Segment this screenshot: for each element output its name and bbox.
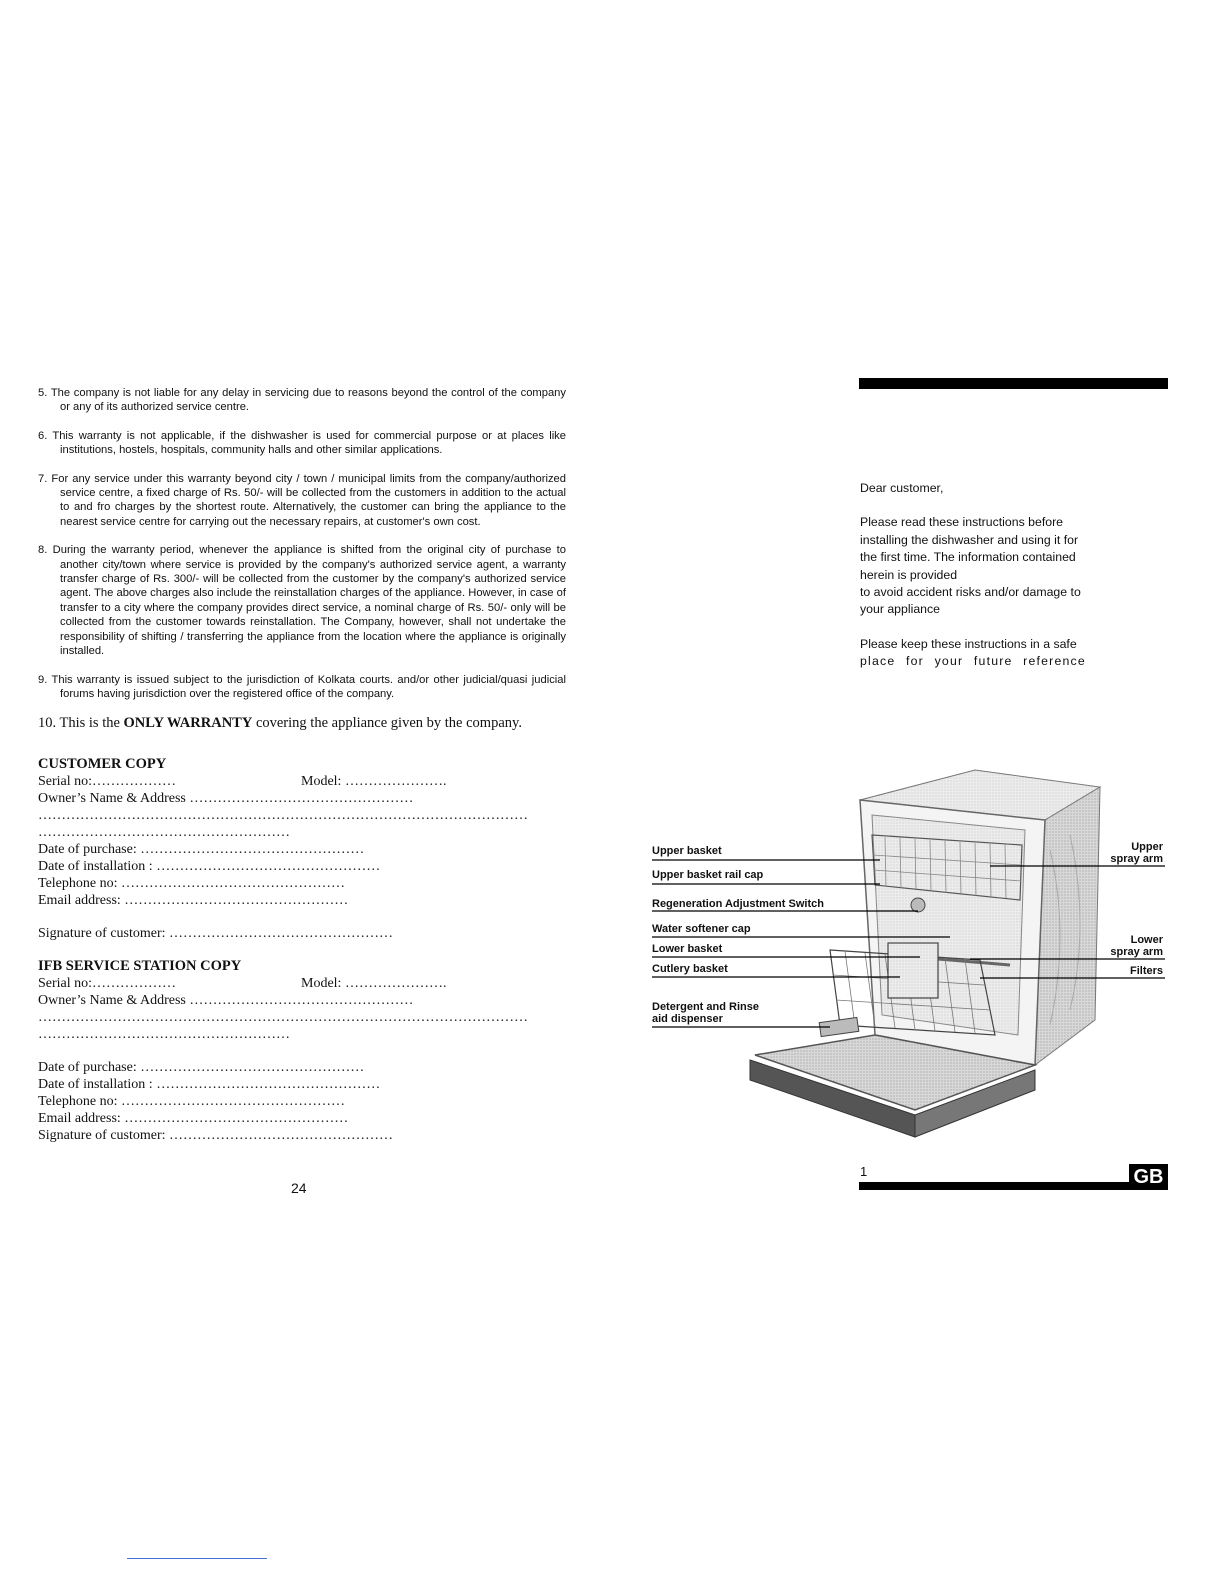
- left-page: [38, 386, 566, 1144]
- date-of-purchase-field: Date of purchase: …………………………………………: [38, 1060, 365, 1076]
- serial-field: Serial no:………………: [38, 976, 177, 992]
- label-upper-spray-arm: Upper spray arm: [1110, 841, 1163, 865]
- owner-field: Owner’s Name & Address …………………………………………: [38, 993, 414, 1009]
- warranty-clause-8: 8. During the warranty period, whenever the appliance is shifted from the original city of purchase to another city/town where service is provided by the company's authorized service agent, a warranty transfer charge of Rs. 300/- will be collected from the customer by the company's authorized service agent. The above charges also include the reinstallation charges of the appliance. However, in case of transfer to a city where the company provides direct service, a nominal charge of Rs. 50/- only will be collected from the customer towards reinstallation. The Company, however, shall not undertake the responsibility of shifting / transferring the appliance from the location where the appliance is originally installed.: [38, 544, 567, 658]
- header-bar: [859, 378, 1168, 389]
- footer-bar: [859, 1182, 1129, 1190]
- email-field: Email address: …………………………………………: [38, 1111, 349, 1127]
- intro-text: [860, 480, 1086, 688]
- warranty-clause-7: 7. For any service under this warranty beyond city / town / municipal limits from the company/authorized service centre, a fixed charge of Rs. 50/- will be collected from the customers in addition to the actual to and fro charges by the shortest route. Alternatively, the customer can bring the appliance to the nearest service centre for carrying out the necessary repairs, at customer's own cost.: [38, 472, 566, 528]
- greeting: Dear customer,: [860, 481, 944, 495]
- owner-field: Owner’s Name & Address …………………………………………: [38, 791, 414, 807]
- label-cutlery-basket: Cutlery basket: [652, 963, 728, 975]
- divider: [127, 1558, 267, 1559]
- dishwasher-illustration: [650, 765, 1170, 1145]
- address-line-2: ………………………………………………: [38, 825, 290, 841]
- signature-field: Signature of customer: …………………………………………: [38, 1128, 394, 1144]
- label-detergent-dispenser: Detergent and Rinse aid dispenser: [652, 1001, 759, 1025]
- warranty-clause-6: 6. This warranty is not applicable, if the dishwasher is used for commercial purpose or at places like institutions, hostels, hospitals, community halls and other similar applications.: [38, 429, 566, 457]
- telephone-field: Telephone no: …………………………………………: [38, 1094, 345, 1110]
- warranty-clause-5: 5. The company is not liable for any delay in servicing due to reasons beyond the control of the company or any of its authorized service centre.: [38, 387, 566, 414]
- address-line-1: ……………………………………………………………………………………………: [38, 808, 528, 824]
- intro-paragraph-2: Please keep these instructions in a safe place for your future reference: [860, 636, 1086, 669]
- page-number-left: 24: [291, 1180, 307, 1196]
- date-of-purchase-field: Date of purchase: …………………………………………: [38, 842, 365, 858]
- service-copy-title: IFB SERVICE STATION COPY: [38, 958, 242, 975]
- label-regeneration-switch: Regeneration Adjustment Switch: [652, 898, 824, 910]
- language-badge: GB: [1129, 1164, 1168, 1190]
- model-field: Model: ………………….: [301, 976, 447, 992]
- customer-copy-title: CUSTOMER COPY: [38, 756, 167, 773]
- label-upper-basket-rail-cap: Upper basket rail cap: [652, 869, 764, 881]
- date-of-installation-field: Date of installation : …………………………………………: [38, 859, 381, 875]
- telephone-field: Telephone no: …………………………………………: [38, 876, 345, 892]
- warranty-clause-9: 9. This warranty is issued subject to the jurisdiction of Kolkata courts. and/or other judicial/quasi judicial forums having jurisdiction over the registered office of the company.: [38, 673, 566, 700]
- label-upper-basket: Upper basket: [652, 845, 722, 857]
- date-of-installation-field: Date of installation : …………………………………………: [38, 1077, 381, 1093]
- label-filters: Filters: [1129, 965, 1163, 977]
- label-water-softener-cap: Water softener cap: [652, 923, 751, 935]
- warranty-clause-10: 10. This is the ONLY WARRANTY covering the appliance given by the company.: [38, 715, 522, 732]
- serial-field: Serial no:………………: [38, 774, 177, 790]
- address-line-2: ………………………………………………: [38, 1027, 290, 1043]
- serial-model-row: [38, 773, 566, 790]
- model-field: Model: ………………….: [301, 774, 447, 790]
- email-field: Email address: …………………………………………: [38, 893, 349, 909]
- serial-model-row: [38, 975, 566, 992]
- address-line-1: ……………………………………………………………………………………………: [38, 1010, 528, 1026]
- signature-field: Signature of customer: …………………………………………: [38, 926, 394, 942]
- customer-copy-form: [38, 756, 566, 942]
- service-station-copy-form: [38, 958, 566, 1144]
- page-number-right: 1: [860, 1164, 868, 1179]
- dishwasher-diagram: [650, 765, 1170, 1145]
- intro-paragraph-1: Please read these instructions before installing the dishwasher and using it for the first time. The information contained herein is provided to avoid accident risks and/or damage to your appliance: [860, 515, 1081, 617]
- label-lower-spray-arm: Lower spray arm: [1110, 934, 1163, 958]
- label-lower-basket: Lower basket: [652, 943, 723, 955]
